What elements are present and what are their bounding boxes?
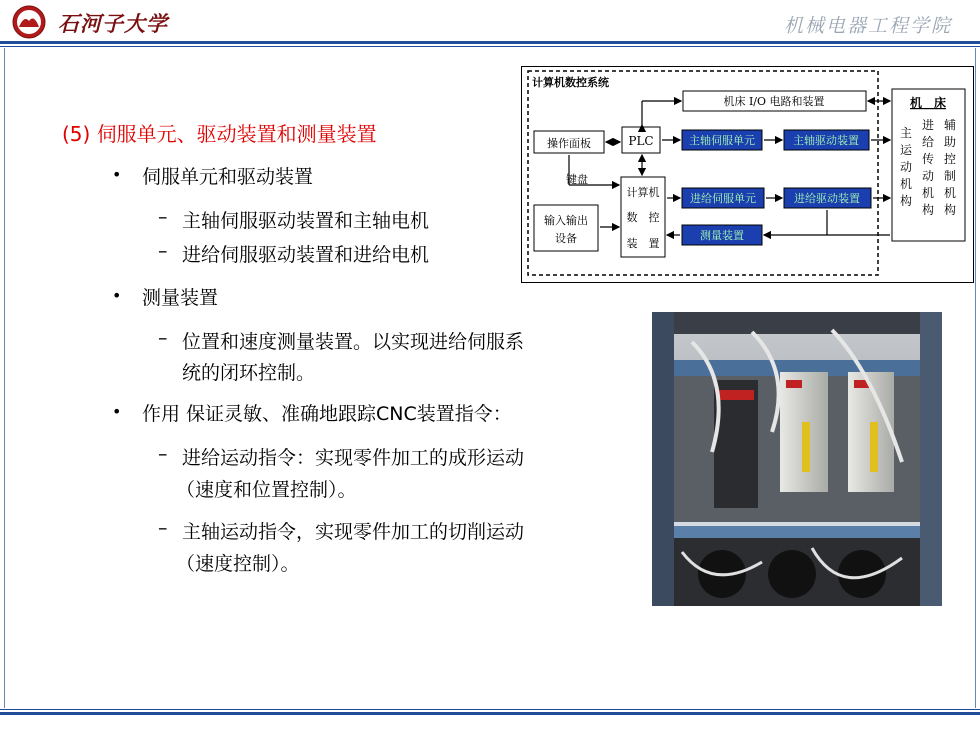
connector-lines xyxy=(569,101,890,235)
io-device-line: 设备 xyxy=(555,232,577,245)
machine-column-char: 构 xyxy=(921,203,935,217)
sub-item-line: 主轴运动指令，实现零件加工的切削运动 xyxy=(182,521,525,543)
bullet-marker: • xyxy=(112,286,122,305)
machine-column-char: 机 xyxy=(943,186,957,200)
sub-item: 主轴伺服驱动装置和主轴电机 xyxy=(182,210,430,232)
slide-header xyxy=(0,0,980,44)
footer-rule xyxy=(0,709,980,715)
section-heading: (5) 伺服单元、驱动装置和测量装置 xyxy=(62,122,377,146)
sub-item-line: 统的闭环控制。 xyxy=(182,362,316,384)
dash-marker: – xyxy=(158,206,168,228)
machine-column-char: 主 xyxy=(899,126,913,140)
college-name: 机械电器工程学院 xyxy=(783,15,952,37)
university-logo xyxy=(12,5,46,39)
dash-marker: – xyxy=(158,517,168,539)
plc-label: PLC xyxy=(628,134,654,148)
machine-column-char: 运 xyxy=(899,143,913,157)
keyboard-label: 键盘 xyxy=(566,173,588,186)
machine-column-char: 动 xyxy=(899,160,913,174)
computer-nc-line: 计算机 xyxy=(626,186,660,199)
bullet-item: 测量装置 xyxy=(142,287,219,309)
sub-item-line: 位置和速度测量装置。以实现进给伺服系 xyxy=(182,331,525,353)
machine-column-char: 传 xyxy=(921,152,935,166)
frame-left-line xyxy=(4,48,5,708)
io-circuit-label: 机床 I/O 电路和装置 xyxy=(723,95,825,108)
bullet-item: 伺服单元和驱动装置 xyxy=(142,166,314,188)
machine-column-char: 控 xyxy=(943,152,957,166)
spindle-servo-label: 主轴伺服单元 xyxy=(689,134,755,147)
machine-column-char: 辅 xyxy=(943,118,957,132)
spindle-drive-label: 主轴驱动装置 xyxy=(793,134,859,147)
machine-column-char: 机 xyxy=(921,186,935,200)
feed-servo-label: 进给伺服单元 xyxy=(690,192,756,205)
feed-drive-label: 进给驱动装置 xyxy=(794,192,860,205)
measure-label: 测量装置 xyxy=(700,229,744,242)
university-name: 石河子大学 xyxy=(58,11,168,36)
machine-column-char: 进 xyxy=(921,118,935,132)
sub-item-line: （速度控制）。 xyxy=(176,553,300,575)
computer-nc-line: 数 控 xyxy=(626,211,660,224)
sub-item-line: （速度和位置控制）。 xyxy=(176,479,357,501)
bullet-marker: • xyxy=(112,402,122,421)
sub-item-line: 进给运动指令：实现零件加工的成形运动 xyxy=(182,447,525,469)
servo-drives-photo xyxy=(652,312,942,606)
dash-marker: – xyxy=(158,443,168,465)
machine-column-char: 动 xyxy=(921,169,935,183)
sub-item: 进给伺服驱动装置和进给电机 xyxy=(182,244,430,266)
computer-nc-line: 装 置 xyxy=(626,237,660,250)
dash-marker: – xyxy=(158,240,168,262)
bullet-item: 作用 保证灵敏、准确地跟踪CNC装置指令： xyxy=(142,403,512,425)
machine-column-char: 制 xyxy=(943,169,957,183)
diagram-title: 计算机数控系统 xyxy=(532,76,609,89)
machine-title: 机 床 xyxy=(909,96,947,110)
machine-column-char: 给 xyxy=(921,135,935,149)
machine-column-char: 机 xyxy=(899,177,913,191)
dash-marker: – xyxy=(158,327,168,349)
frame-right-line xyxy=(975,48,976,708)
operation-panel-label: 操作面板 xyxy=(547,137,591,150)
bullet-marker: • xyxy=(112,165,122,184)
machine-column-char: 助 xyxy=(943,135,957,149)
machine-column-char: 构 xyxy=(943,203,957,217)
machine-column-char: 构 xyxy=(899,194,913,208)
cnc-system-diagram xyxy=(521,66,974,283)
io-device-line: 输入输出 xyxy=(544,214,588,227)
header-rule xyxy=(0,41,980,47)
